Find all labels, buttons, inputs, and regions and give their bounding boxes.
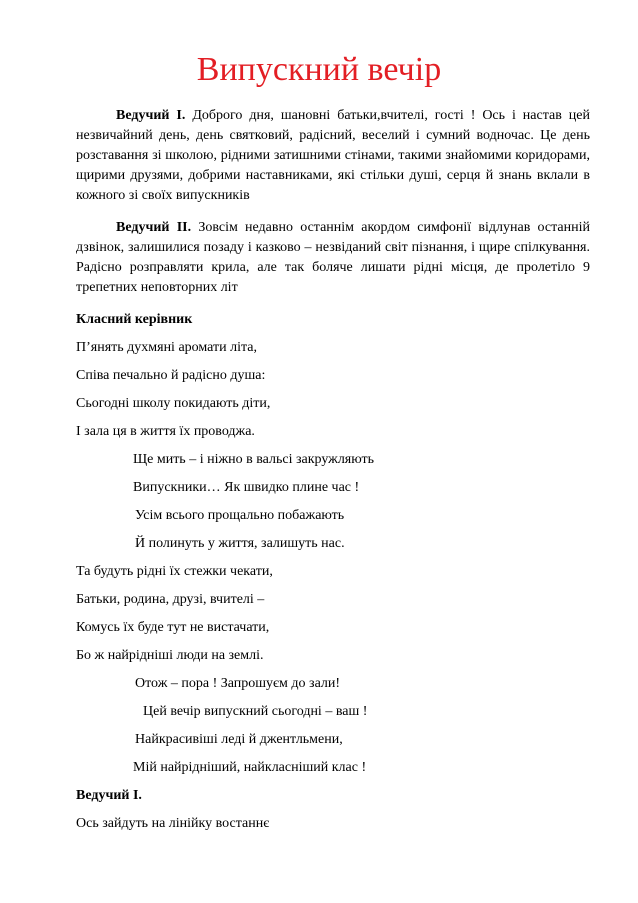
speaker-heading-host-1: Ведучий І. — [76, 788, 142, 803]
speaker-label: Ведучий І. — [116, 108, 186, 123]
paragraph-host-2 — [76, 218, 590, 298]
document-title: Випускний вечір — [196, 51, 442, 88]
poem-line: Отож – пора ! Запрошуєм до зали! — [135, 676, 341, 691]
poem-line: Ось зайдуть на лінійку востаннє — [76, 816, 270, 831]
poem-line: Співа печально й радісно душа: — [76, 368, 266, 383]
poem-line: Мій найрідніший, найкласніший клас ! — [133, 760, 367, 775]
poem-line: Усім всього прощально побажають — [135, 508, 345, 523]
paragraph-host-1 — [76, 106, 590, 206]
poem-line: П’янять духмяні аромати літа, — [76, 340, 258, 355]
poem-line: Комусь їх буде тут не вистачати, — [76, 620, 270, 635]
speaker-label: Ведучий ІІ. — [116, 220, 192, 235]
poem-line: Цей вечір випускний сьогодні – ваш ! — [143, 704, 368, 719]
poem-line: Сьогодні школу покидають діти, — [76, 396, 271, 411]
paragraph-text: Доброго дня, шановні батьки,вчителі, гості ! Ось і настав цей незвичайний день, день святковий, радісний, веселий і сумний водночас. Це день розставання зі школою, рідними затишними стінами, такими знайомими коридорами, щирими друзями, добрими наставниками, які стільки душі, серця й знань вклали в кожного зі своїх випускників — [76, 108, 590, 203]
poem-line: Найкрасивіші леді й джентльмени, — [135, 732, 343, 747]
paragraph-text: Зовсім недавно останнім акордом симфонії відлунав останній дзвінок, залишилися позаду і казково – незвіданий світ пізнання, і щире спілкування. Радісно розправляти крила, але так боляче лишати рідні місця, де пролетіло 9 трепетних неповторних літ — [76, 220, 590, 295]
poem-line: Бо ж найрідніші люди на землі. — [76, 648, 264, 663]
poem-line: І зала ця в життя їх проводжа. — [76, 424, 255, 439]
poem-line: Та будуть рідні їх стежки чекати, — [76, 564, 273, 579]
poem-line: Батьки, родина, друзі, вчителі – — [76, 592, 265, 607]
poem-line: Випускники… Як швидко плине час ! — [133, 480, 360, 495]
speaker-heading-teacher: Класний керівник — [76, 312, 193, 327]
poem-line: Ще мить – і ніжно в вальсі закружляють — [133, 452, 375, 467]
poem-line: Й полинуть у життя, залишуть нас. — [135, 536, 345, 551]
